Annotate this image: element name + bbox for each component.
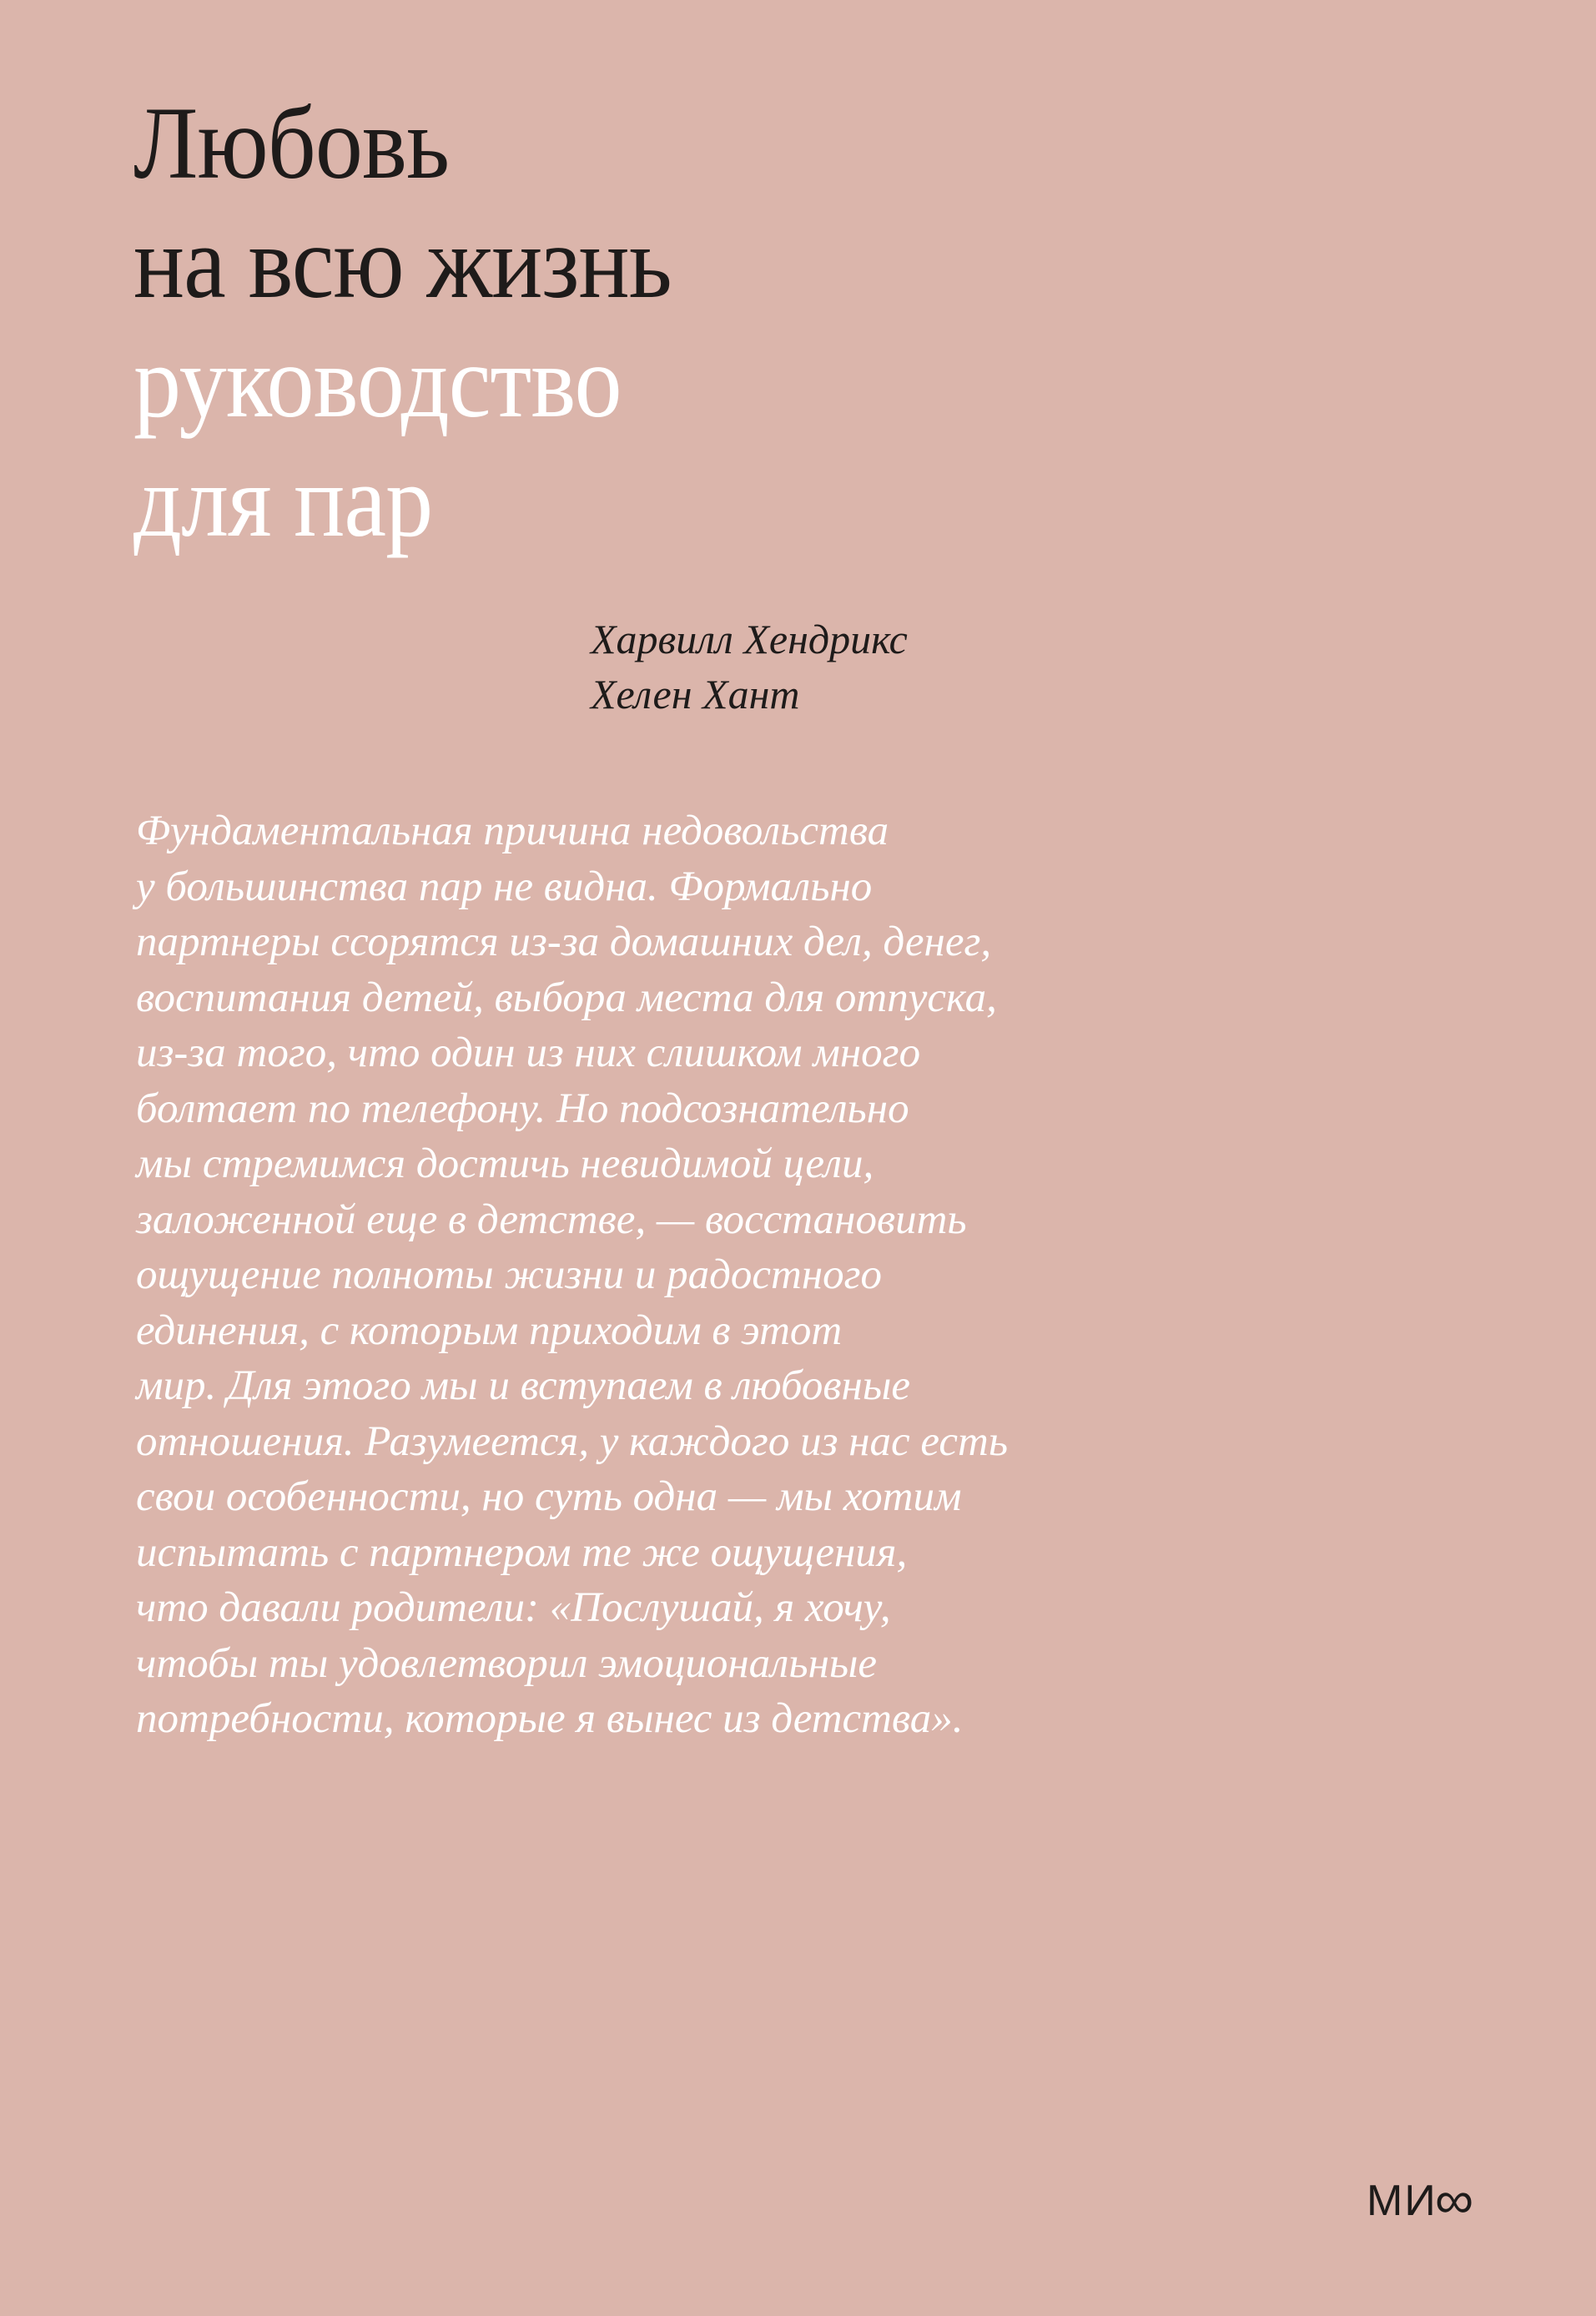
blurb-line: болтает по телефону. Но подсознательно (136, 1085, 909, 1132)
blurb-line: чтобы ты удовлетворил эмоциональные (136, 1639, 878, 1687)
blurb-line: из-за того, что один из них слишком много (136, 1030, 921, 1076)
subtitle-line-2: для пар (133, 444, 433, 558)
blurb-line: свои особенности, но суть одна — мы хотим (136, 1473, 962, 1520)
blurb-line: мир. Для этого мы и вступаем в любовные (136, 1362, 911, 1409)
blurb-line: воспитания детей, выбора места для отпуска, (136, 974, 997, 1021)
blurb-line: мы стремимся достичь невидимой цели, (136, 1140, 874, 1187)
authors (591, 612, 908, 722)
blurb-line: что давали родители: «Послушай, я хочу, (136, 1584, 891, 1631)
blurb-line: заложенной еще в детстве, — восстановить (136, 1196, 967, 1243)
publisher-letters: МИ (1367, 2177, 1437, 2225)
author-name: Хелен Хант (591, 671, 800, 717)
title-line-2: на всю жизнь (133, 205, 672, 320)
blurb-line: отношения. Разумеется, у каждого из нас есть (136, 1417, 1009, 1465)
blurb-line: партнеры ссорятся из-за домашних дел, денег, (136, 919, 992, 965)
publisher-logo (1367, 2172, 1476, 2229)
title-line-1: Любовь (133, 86, 450, 200)
blurb-line: у большинства пар не видна. Формально (136, 863, 873, 910)
blurb-line: потребности, которые я вынес из детства». (136, 1695, 964, 1742)
blurb-line: единения, с которым приходим в этот (136, 1307, 843, 1354)
book-title (133, 83, 672, 561)
cover-blurb (136, 803, 1008, 1747)
blurb-line: испытать с партнером те же ощущения, (136, 1528, 908, 1576)
author-name: Харвилл Хендрикс (591, 616, 908, 662)
subtitle-line-1: руководство (133, 325, 622, 439)
infinity-icon: ∞ (1434, 2172, 1476, 2229)
blurb-line: Фундаментальная причина недовольства (136, 808, 889, 854)
blurb-line: ощущение полноты жизни и радостного (136, 1251, 883, 1298)
